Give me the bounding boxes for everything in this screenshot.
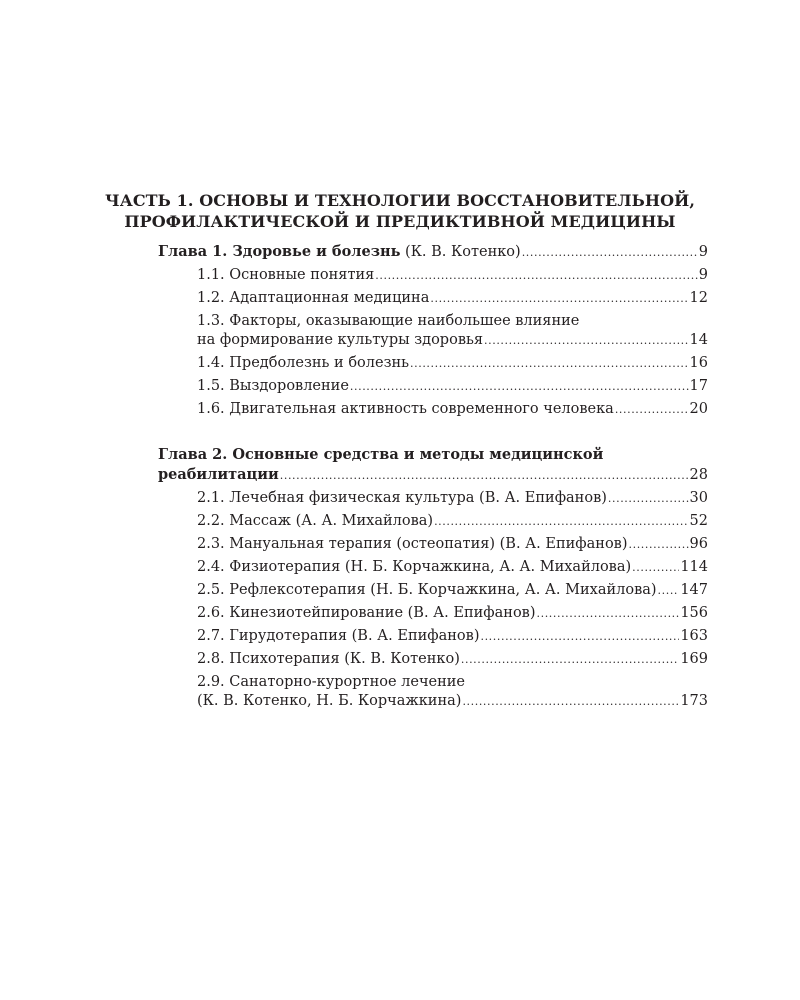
toc-chapter-2-line-1[interactable]: Глава 2. Основные средства и методы медицинской [158, 446, 604, 463]
section-title: 1.5. Выздоровление [197, 378, 349, 394]
part-title-line-2: ПРОФИЛАКТИЧЕСКОЙ И ПРЕДИКТИВНОЙ МЕДИЦИНЫ [124, 212, 676, 231]
chapter-1-author: (К. В. Котенко) [400, 244, 521, 260]
toc-section-2-8[interactable] [197, 650, 708, 669]
section-page: 20 [689, 401, 708, 417]
chapter-2-title: реабилитации [158, 466, 279, 483]
section-page: 16 [689, 355, 708, 371]
toc-section-2-6[interactable] [197, 604, 708, 623]
section-title: 1.2. Адаптационная медицина [197, 290, 430, 306]
toc-section-1-6[interactable] [197, 400, 708, 419]
section-title: 2.4. Физиотерапия (Н. Б. Корчажкина, А. А. Михайлова) [197, 559, 632, 575]
toc-section-2-4[interactable] [197, 558, 708, 577]
section-title: 2.1. Лечебная физическая культура (В. А. Епифанов) [197, 490, 607, 506]
toc-section-1-4[interactable] [197, 354, 708, 373]
chapter-1-page: 9 [698, 244, 708, 260]
chapter-2-page: 28 [689, 467, 708, 483]
toc-section-1-2[interactable] [197, 289, 708, 308]
section-page: 156 [680, 605, 708, 621]
toc-section-2-9-line-1[interactable]: 2.9. Санаторно-курортное лечение [197, 674, 466, 690]
toc-section-1-1[interactable] [197, 266, 708, 285]
section-page: 14 [689, 332, 708, 348]
toc-section-1-5[interactable] [197, 377, 708, 396]
toc-section-2-3[interactable] [197, 535, 708, 554]
section-title: 2.7. Гирудотерапия (В. А. Епифанов) [197, 628, 480, 644]
section-title: 2.5. Рефлексотерапия (Н. Б. Корчажкина, А. А. Михайлова) [197, 582, 657, 598]
section-title: 2.3. Мануальная терапия (остеопатия) (В. А. Епифанов) [197, 536, 628, 552]
toc-section-2-1[interactable] [197, 489, 708, 508]
section-title: 1.4. Предболезнь и болезнь [197, 355, 410, 371]
section-title: 1.6. Двигательная активность современного человека [197, 401, 614, 417]
dot-leader [375, 267, 697, 285]
section-title: (К. В. Котенко, Н. Б. Корчажкина) [197, 693, 462, 709]
toc-section-1-3-line-1[interactable]: 1.3. Факторы, оказывающие наибольшее влияние [197, 313, 580, 329]
section-page: 169 [680, 651, 708, 667]
dot-leader [537, 605, 680, 623]
toc-chapter-1[interactable] [158, 243, 708, 262]
dot-leader [632, 559, 679, 577]
dot-leader [615, 401, 689, 419]
toc-chapter-2[interactable] [158, 466, 708, 485]
section-title: на формирование культуры здоровья [197, 332, 484, 348]
section-page: 147 [680, 582, 708, 598]
section-title: 2.6. Кинезиотейпирование (В. А. Епифанов) [197, 605, 536, 621]
dot-leader [350, 378, 689, 396]
dot-leader [410, 355, 689, 373]
dot-leader [462, 693, 679, 711]
part-title [100, 190, 700, 232]
section-page: 12 [689, 290, 708, 306]
part-title-line-1: ЧАСТЬ 1. ОСНОВЫ И ТЕХНОЛОГИИ ВОССТАНОВИТЕЛЬНОЙ, [104, 191, 696, 210]
toc-section-2-7[interactable] [197, 627, 708, 646]
section-page: 96 [689, 536, 708, 552]
dot-leader [280, 467, 689, 485]
chapter-1-title: Глава 1. Здоровье и болезнь [158, 243, 401, 260]
toc-section-2-5[interactable] [197, 581, 708, 600]
dot-leader [522, 244, 698, 262]
section-page: 173 [680, 693, 708, 709]
dot-leader [658, 582, 680, 600]
dot-leader [480, 628, 679, 646]
dot-leader [430, 290, 688, 308]
toc-section-2-9[interactable] [197, 692, 708, 711]
dot-leader [434, 513, 688, 531]
dot-leader [484, 332, 689, 350]
section-page: 30 [689, 490, 708, 506]
dot-leader [461, 651, 679, 669]
section-page: 163 [680, 628, 708, 644]
section-title: 2.8. Психотерапия (К. В. Котенко) [197, 651, 460, 667]
section-title: 2.2. Массаж (А. А. Михайлова) [197, 513, 434, 529]
section-page: 9 [698, 267, 708, 283]
dot-leader [608, 490, 689, 508]
section-page: 52 [689, 513, 708, 529]
toc-section-1-3[interactable] [197, 331, 708, 350]
toc-section-2-2[interactable] [197, 512, 708, 531]
section-page: 17 [689, 378, 708, 394]
section-page: 114 [680, 559, 708, 575]
dot-leader [629, 536, 689, 554]
section-title: 1.1. Основные понятия [197, 267, 375, 283]
